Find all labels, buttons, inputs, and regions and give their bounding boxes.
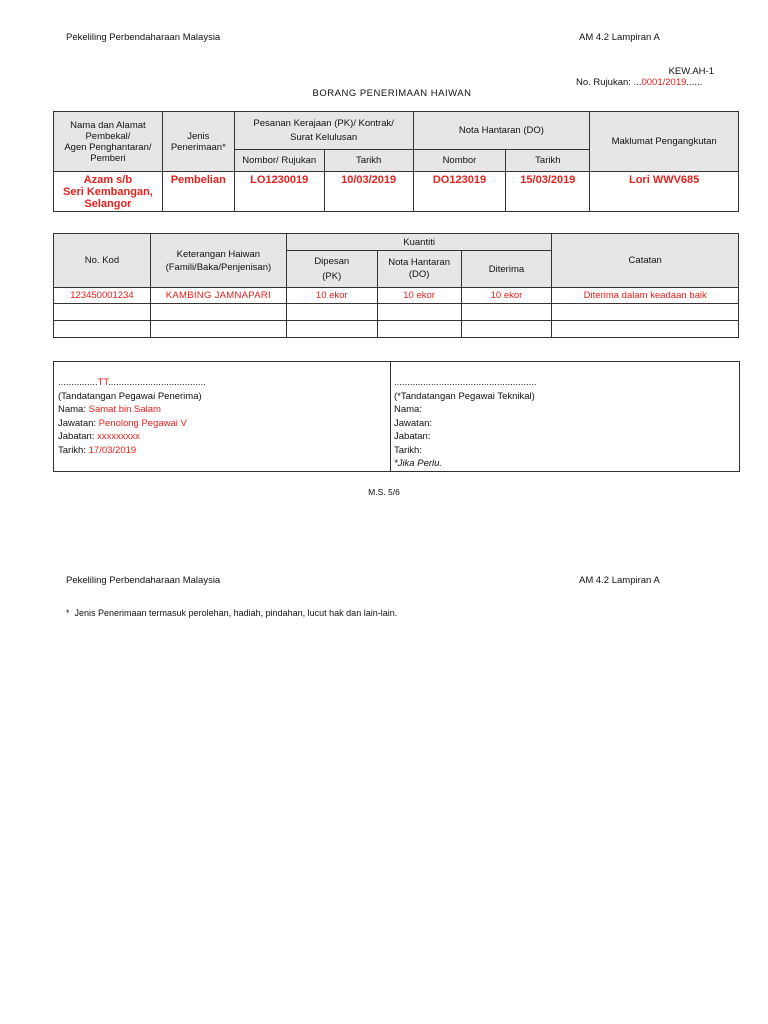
nota-cell: 10 ekor [377, 288, 461, 304]
dipesan-cell: 10 ekor [286, 288, 377, 304]
header-right: AM 4.2 Lampiran A [579, 32, 660, 43]
reference-trail: ...... [686, 77, 703, 88]
jenis-cell: Pembelian [162, 172, 234, 212]
page2-header-left: Pekeliling Perbendaharaan Malaysia [66, 575, 221, 586]
reference-number [576, 77, 702, 88]
sub-nota-hantaran: Nota Hantaran (DO) [377, 251, 461, 288]
form-title: BORANG PENERIMAAN HAIWAN [312, 88, 472, 99]
receiver-department: Jabatan: xxxxxxxxx [58, 431, 140, 442]
reference-value: 0001/2019 [641, 77, 687, 88]
col-do-header: Nota Hantaran (DO) [413, 112, 590, 150]
receiver-name: Nama: Samat bin Salam [58, 404, 161, 415]
receipt-info-table [53, 111, 739, 212]
footnote: * Jenis Penerimaan termasuk perolehan, hadiah, pindahan, lucut hak dan lain-lain. [66, 608, 398, 618]
keterangan-cell: KAMBING JAMNAPARI [150, 288, 286, 304]
supplier-cell: Azam s/b Seri Kembangan, Selangor [54, 172, 163, 212]
table-row [54, 288, 739, 304]
col-pk-header: Pesanan Kerajaan (PK)/ Kontrak/ Surat Kelulusan [234, 112, 413, 150]
technical-signature-block [394, 376, 537, 471]
technical-name: Nama: [394, 404, 422, 415]
pk-date-cell: 10/03/2019 [324, 172, 413, 212]
col-jenis-header: Jenis Penerimaan* [162, 112, 234, 172]
table-row-empty [54, 304, 739, 321]
technical-date: Tarikh: [394, 444, 422, 456]
sub-tarikh-pk: Tarikh [324, 150, 413, 172]
receiver-date: Tarikh: 17/03/2019 [58, 444, 137, 456]
sub-tarikh-do: Tarikh [506, 150, 590, 172]
page2-header-right: AM 4.2 Lampiran A [579, 575, 660, 586]
technical-department: Jabatan: [394, 431, 431, 442]
kod-cell: 123450001234 [54, 288, 151, 304]
technical-note: *Jika Perlu. [394, 458, 443, 469]
table-row-empty [54, 321, 739, 338]
signature-box [53, 361, 740, 472]
receiver-caption: (Tandatangan Pegawai Penerima) [58, 390, 202, 402]
sub-nombor-rujukan: Nombor/ Rujukan [234, 150, 324, 172]
catatan-cell: Diterima dalam keadaan baik [552, 288, 739, 304]
technical-signature-line: ...................................................... [394, 377, 537, 388]
col-keterangan-header: Keterangan Haiwan (Famili/Baka/Penjenisan) [150, 234, 286, 288]
form-code: KEW.AH-1 [668, 66, 714, 77]
pk-number-cell: LO1230019 [234, 172, 324, 212]
technical-caption: (*Tandatangan Pegawai Teknikal) [394, 390, 535, 402]
do-date-cell: 15/03/2019 [506, 172, 590, 212]
page-number: M.S. 5/6 [368, 487, 400, 497]
signature-divider [390, 362, 391, 471]
do-number-cell: DO123019 [413, 172, 506, 212]
technical-position: Jawatan: [394, 417, 433, 429]
receiver-position: Jawatan: Penolong Pegawai V [58, 417, 187, 429]
transport-cell: Lori WWV685 [590, 172, 739, 212]
col-transport-header: Maklumat Pengangkutan [590, 112, 739, 172]
sub-nombor-do: Nombor [413, 150, 506, 172]
col-kuantiti-header: Kuantiti [286, 234, 552, 251]
diterima-cell: 10 ekor [461, 288, 552, 304]
col-kod-header: No. Kod [54, 234, 151, 288]
receiver-signature-line: ...............TT..................................... [58, 377, 206, 388]
col-catatan-header: Catatan [552, 234, 739, 288]
header-left: Pekeliling Perbendaharaan Malaysia [66, 32, 221, 43]
sub-dipesan: Dipesan (PK) [286, 251, 377, 288]
reference-label: No. Rujukan: ... [576, 77, 642, 88]
receiver-signature-block [58, 376, 206, 457]
animal-table [53, 233, 739, 338]
col-supplier-header: Nama dan Alamat Pembekal/ Agen Penghantaran/ Pemberi [54, 112, 163, 172]
sub-diterima: Diterima [461, 251, 552, 288]
